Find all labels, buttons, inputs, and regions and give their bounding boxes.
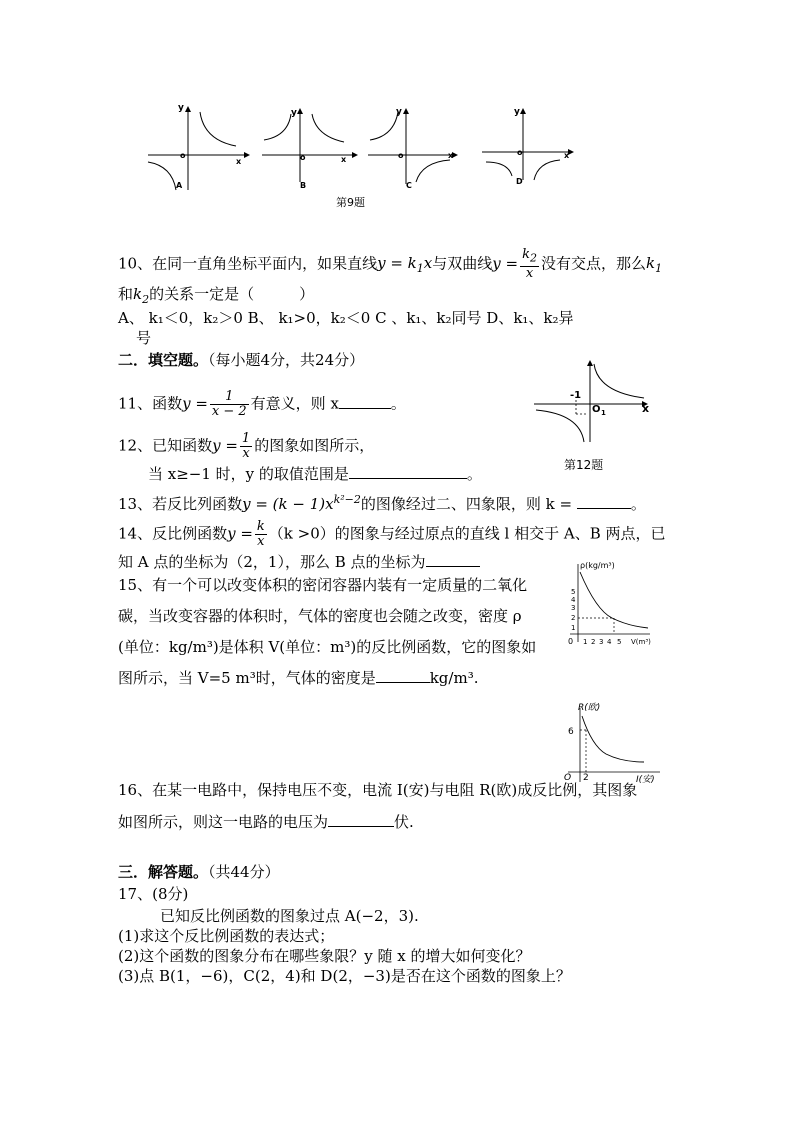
q13-answer-blank[interactable]	[577, 494, 631, 509]
q16-line1: 16、在某一电路中，保持电压不变，电流 I(安)与电阻 R(欧)成反比例，其图象	[118, 781, 638, 799]
q12-answer-blank[interactable]	[349, 464, 467, 479]
q10-options: A、 k₁＜0，k₂＞0 B、 k₁>0，k₂＜0 C 、k₁、k₂同号 D、k₁、k₂异	[118, 309, 574, 327]
q15-line2: 碳，当改变容器的体积时，气体的密度也会随之改变，密度 ρ	[118, 607, 522, 625]
q9-c-origin-label: o	[398, 151, 404, 160]
q15-origin-label: 0	[568, 637, 574, 646]
q15-graph	[562, 558, 662, 650]
q12-line1: 12、已知函数y = $\frac{1}{x}$ 的图象如图所示，	[118, 431, 375, 461]
q11-answer-blank[interactable]	[339, 394, 391, 409]
q11-fraction: $\frac{1}{x - 2}$	[211, 389, 247, 419]
q9-c-y-label: y	[396, 107, 402, 117]
q9-d-x-label: x	[564, 151, 570, 160]
q14-fraction: $\frac{k}{x}$	[256, 519, 265, 549]
q9-a-x-label: x	[236, 157, 242, 166]
q12-caption: 第12题	[564, 458, 604, 472]
q16-ytick-6: 6	[568, 727, 574, 737]
q17-part2: (2)这个函数的图象分布在哪些象限？y 随 x 的增大如何变化？	[118, 947, 531, 965]
section3-heading: 三．解答题。（共44分）	[118, 863, 280, 881]
q12-origin-sub: 1	[601, 409, 606, 417]
q12-fraction: $\frac{1}{x}$	[241, 431, 251, 461]
q15-xtick-1: 1	[583, 638, 588, 646]
q14-answer-blank[interactable]	[426, 552, 480, 567]
q15-line4: 图所示，当 V=5 m³时，气体的密度是 kg/m³.	[118, 669, 479, 687]
q15-line3: (单位：kg/m³)是体积 V(单位：m³)的反比例函数，它的图象如	[118, 638, 537, 656]
q11-line: 11、函数y = $\frac{1}{x - 2}$ 有意义，则 x 。	[118, 389, 406, 419]
q15-y-label: ρ(kg/m³)	[580, 561, 615, 570]
q15-line1: 15、有一个可以改变体积的密闭容器内装有一定质量的二氧化	[118, 576, 528, 594]
q9-a-y-label: y	[178, 103, 184, 113]
q10-options-wrap: 号	[136, 329, 152, 347]
q9-graph-c	[368, 107, 458, 190]
q15-xtick-3: 3	[599, 638, 604, 646]
q15-xtick-5: 5	[617, 638, 622, 646]
q16-y-label: R(欧)	[578, 703, 601, 713]
q17-stem: 已知反比例函数的图象过点 A(−2，3).	[160, 907, 419, 925]
q9-graph-b	[262, 108, 358, 190]
q16-answer-blank[interactable]	[328, 812, 394, 827]
q16-graph	[556, 700, 666, 784]
q9-caption: 第9题	[336, 196, 365, 209]
q16-line2: 如图所示，则这一电路的电压为 伏.	[118, 813, 414, 831]
q9-c-x-label: x	[448, 151, 454, 160]
q17-part3: (3)点 B(1，−6)，C(2，4)和 D(2，−3)是否在这个函数的图象上？	[118, 967, 571, 985]
q15-x-label: V(m³)	[631, 638, 651, 646]
q9-d-origin-label: o	[517, 148, 523, 157]
q9-option-d: D	[516, 177, 523, 186]
q9-graphs	[140, 100, 580, 215]
q9-a-origin-label: o	[180, 151, 186, 160]
q15-ytick-2: 2	[571, 614, 576, 622]
q9-b-x-label: x	[341, 155, 347, 164]
section2-heading: 二．填空题。（每小题4分，共24分）	[118, 351, 365, 369]
q12-x-label: x	[642, 402, 650, 415]
q9-option-a: A	[176, 181, 183, 190]
q14-line1: 14、反比例函数y = $\frac{k}{x}$ （k >0）的图象与经过原点的直线 l 相交于 A、B 两点，已	[118, 519, 666, 549]
q12-line2: 当 x≥−1 时，y 的取值范围是 。	[148, 465, 482, 483]
q12-graph	[528, 360, 668, 472]
q9-graph-d	[482, 107, 574, 186]
q15-ytick-5: 5	[571, 588, 576, 596]
q13-line: 13、若反比列函数$y = (k - 1)x^{k^2-2}$的图像经过二、四象限，则 k = 。	[118, 493, 646, 513]
q9-option-b: B	[300, 181, 307, 190]
q15-xtick-4: 4	[607, 638, 612, 646]
q9-d-y-label: y	[514, 107, 520, 117]
q12-minus-one-label: -1	[570, 390, 582, 401]
q9-graph-a	[148, 103, 250, 190]
q14-line2: 知 A 点的坐标为（2，1），那么 B 点的坐标为	[118, 552, 480, 572]
q15-xtick-2: 2	[591, 638, 596, 646]
q15-ytick-1: 1	[571, 624, 576, 632]
q16-x-label: I(安)	[636, 775, 655, 784]
q10-fraction: $\frac{k_2}{x}$	[522, 247, 537, 281]
q15-answer-blank[interactable]	[376, 668, 430, 683]
q9-b-origin-label: o	[300, 153, 306, 162]
q9-option-c: C	[406, 181, 412, 190]
q12-origin-label: O	[592, 404, 601, 415]
q16-xtick-2: 2	[583, 773, 589, 783]
q15-ytick-3: 3	[571, 604, 576, 612]
q15-ytick-4: 4	[571, 596, 576, 604]
q10-line2: 和$k_2$的关系一定是（ ）	[118, 285, 315, 306]
q9-b-y-label: y	[291, 108, 297, 118]
q16-origin-label: O	[564, 773, 572, 783]
q10-line1: 10、在同一直角坐标平面内，如果直线$y = k_1x$与双曲线y = $\frac{k_2}{x}$ 没有交点，那么$k_1$	[118, 247, 663, 281]
q17-part1: (1)求这个反比例函数的表达式；	[118, 927, 335, 945]
q17-head: 17、(8分)	[118, 885, 189, 903]
